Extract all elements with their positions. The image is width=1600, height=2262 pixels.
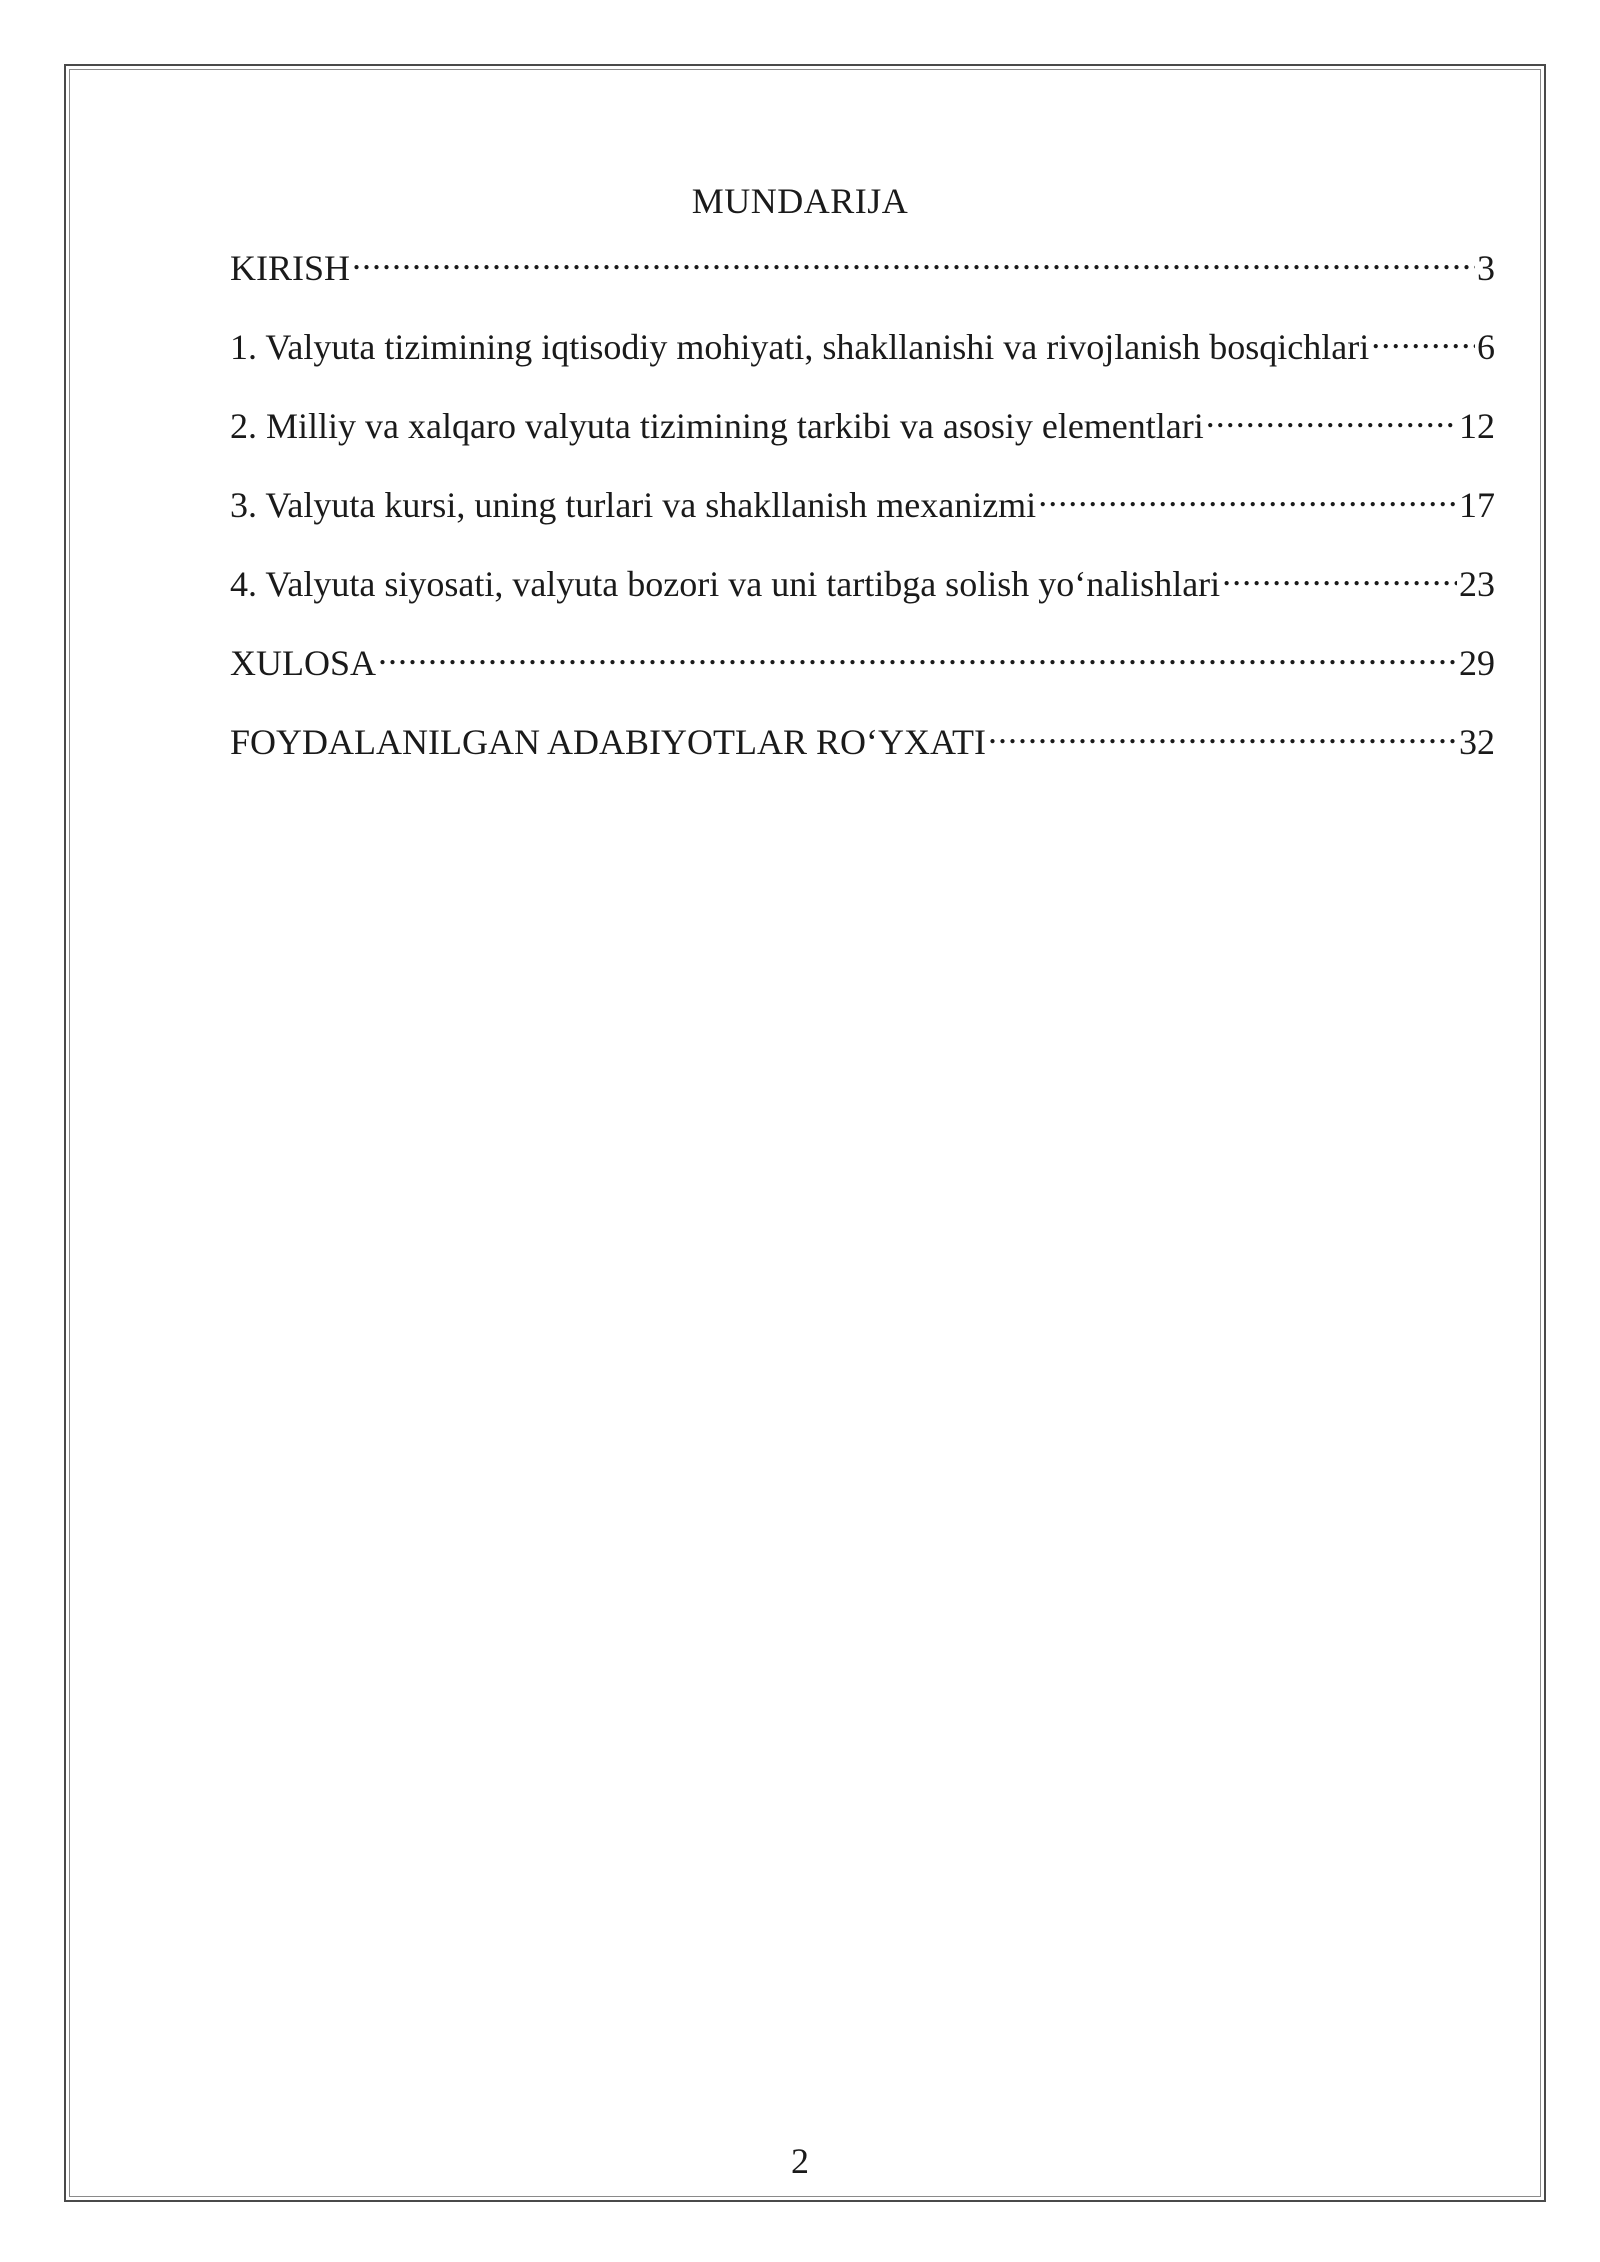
toc-entry-text: 4. Valyuta siyosati, valyuta bozori va uni tartibga solish yo‘nalishlari — [230, 564, 1221, 604]
toc-page-number: 23 — [1459, 564, 1495, 604]
toc-entry-text: XULOSA — [230, 643, 377, 683]
toc-dot-leader — [378, 639, 1457, 675]
table-of-contents — [230, 244, 1495, 797]
toc-page-number: 12 — [1459, 406, 1495, 446]
toc-dot-leader — [1222, 560, 1457, 596]
toc-page-number: 6 — [1477, 327, 1495, 367]
page-number: 2 — [791, 2141, 809, 2181]
toc-dot-leader — [1206, 402, 1457, 438]
toc-title: MUNDARIJA — [691, 181, 909, 221]
toc-dot-leader — [352, 244, 1475, 280]
toc-entry-chapter-4[interactable] — [230, 560, 1495, 639]
toc-dot-leader — [1371, 323, 1475, 359]
toc-entry-kirish[interactable] — [230, 244, 1495, 323]
toc-entry-chapter-2[interactable] — [230, 402, 1495, 481]
toc-entry-xulosa[interactable] — [230, 639, 1495, 718]
toc-entry-text: 1. Valyuta tizimining iqtisodiy mohiyati, shakllanishi va rivojlanish bosqichlari — [230, 327, 1370, 367]
toc-entry-chapter-3[interactable] — [230, 481, 1495, 560]
toc-entry-chapter-1[interactable] — [230, 323, 1495, 402]
toc-dot-leader — [1038, 481, 1457, 517]
toc-page-number: 29 — [1459, 643, 1495, 683]
toc-page-number: 17 — [1459, 485, 1495, 525]
toc-entry-text: KIRISH — [230, 248, 351, 288]
toc-entry-text: FOYDALANILGAN ADABIYOTLAR RO‘YXATI — [230, 722, 986, 762]
toc-entry-text: 3. Valyuta kursi, uning turlari va shakllanish mexanizmi — [230, 485, 1037, 525]
toc-page-number: 3 — [1477, 248, 1495, 288]
toc-dot-leader — [988, 718, 1457, 754]
toc-entry-references[interactable] — [230, 718, 1495, 797]
toc-entry-text: 2. Milliy va xalqaro valyuta tizimining tarkibi va asosiy elementlari — [230, 406, 1204, 446]
toc-page-number: 32 — [1459, 722, 1495, 762]
